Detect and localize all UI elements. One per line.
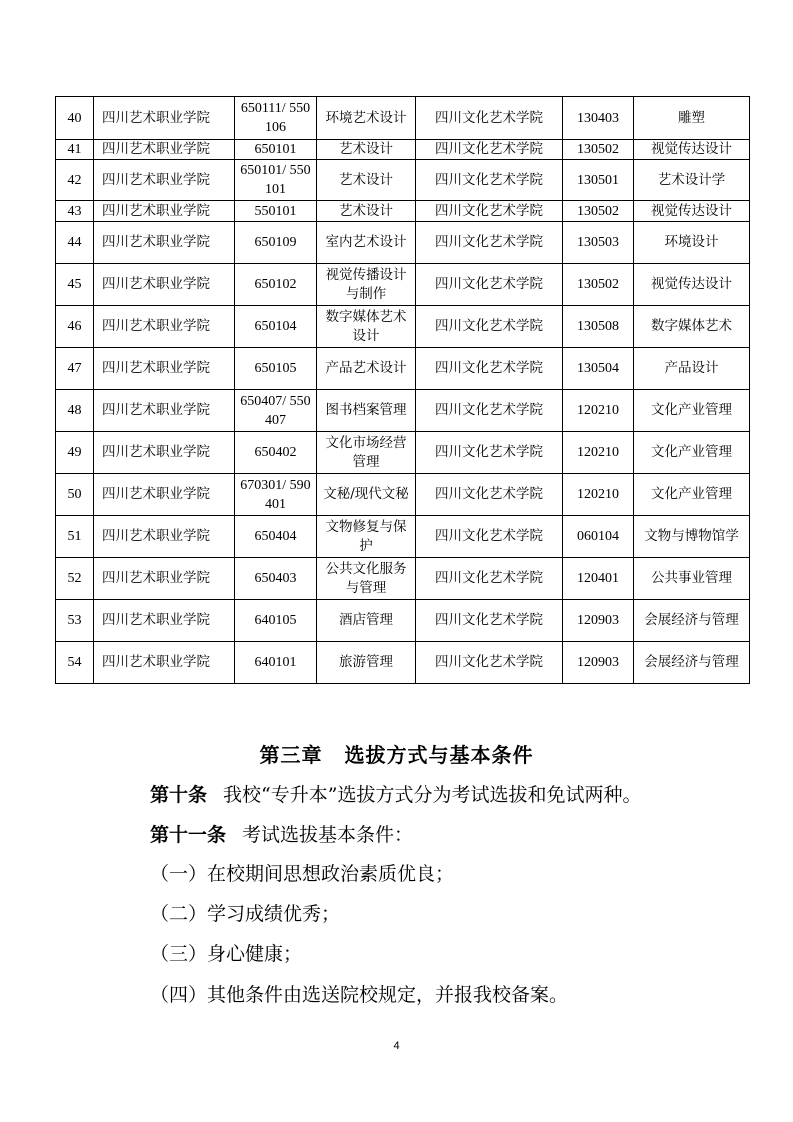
table-row [56,140,750,160]
table-row [56,160,750,201]
cell-source-code: 650402 [235,432,317,474]
cell-target-major: 文化产业管理 [634,474,750,516]
cell-index: 43 [56,201,94,222]
cell-target-major: 数字媒体艺术 [634,306,750,348]
chapter-heading [0,739,793,768]
table-row [56,201,750,222]
cell-source-major: 文物修复与保护 [317,516,416,558]
cell-target-major: 环境设计 [634,222,750,264]
table-row [56,348,750,390]
cell-target-school: 四川文化艺术学院 [416,432,563,474]
cell-target-code: 120903 [563,600,634,642]
chapter-number: 第三章 [259,743,323,767]
condition-item: （二）学习成绩优秀； [150,903,341,925]
cell-target-school: 四川文化艺术学院 [416,306,563,348]
table-row [56,222,750,264]
table-row [56,97,750,140]
cell-source-major: 视觉传播设计与制作 [317,264,416,306]
table-row [56,432,750,474]
cell-target-school: 四川文化艺术学院 [416,201,563,222]
cell-target-school: 四川文化艺术学院 [416,97,563,140]
cell-target-code: 130502 [563,201,634,222]
cell-target-code: 130501 [563,160,634,201]
table-row [56,516,750,558]
cell-source-code: 670301/ 590401 [235,474,317,516]
cell-target-code: 120401 [563,558,634,600]
cell-source-major: 产品艺术设计 [317,348,416,390]
table-body [56,97,750,684]
cell-index: 42 [56,160,94,201]
cell-source-code: 650404 [235,516,317,558]
condition-item: （三）身心健康； [150,943,303,965]
cell-source-school: 四川艺术职业学院 [94,600,235,642]
article-10-label: 第十条 [150,784,208,806]
cell-source-major: 旅游管理 [317,642,416,684]
cell-target-code: 060104 [563,516,634,558]
cell-target-school: 四川文化艺术学院 [416,516,563,558]
major-mapping-table [55,96,750,684]
cell-source-code: 650101 [235,140,317,160]
cell-source-code: 650104 [235,306,317,348]
cell-target-major: 艺术设计学 [634,160,750,201]
cell-index: 51 [56,516,94,558]
cell-source-code: 650111/ 550106 [235,97,317,140]
cell-source-school: 四川艺术职业学院 [94,160,235,201]
cell-source-code: 640101 [235,642,317,684]
cell-target-code: 120210 [563,390,634,432]
cell-target-major: 会展经济与管理 [634,642,750,684]
cell-target-school: 四川文化艺术学院 [416,222,563,264]
table-row [56,264,750,306]
cell-index: 54 [56,642,94,684]
cell-target-major: 文化产业管理 [634,390,750,432]
cell-source-code: 650105 [235,348,317,390]
table-row [56,642,750,684]
cell-source-major: 环境艺术设计 [317,97,416,140]
cell-index: 44 [56,222,94,264]
cell-target-major: 视觉传达设计 [634,264,750,306]
article-10-text: 我校“专升本”选拔方式分为考试选拔和免试两种。 [223,784,642,806]
cell-source-major: 文秘/现代文秘 [317,474,416,516]
cell-target-school: 四川文化艺术学院 [416,390,563,432]
condition-item: （一）在校期间思想政治素质优良； [150,863,455,885]
cell-source-school: 四川艺术职业学院 [94,140,235,160]
cell-index: 49 [56,432,94,474]
cell-target-school: 四川文化艺术学院 [416,600,563,642]
cell-source-major: 数字媒体艺术设计 [317,306,416,348]
cell-source-major: 酒店管理 [317,600,416,642]
cell-target-school: 四川文化艺术学院 [416,642,563,684]
cell-source-code: 650109 [235,222,317,264]
cell-target-major: 产品设计 [634,348,750,390]
cell-source-major: 艺术设计 [317,140,416,160]
cell-source-code: 650403 [235,558,317,600]
table-row [56,558,750,600]
cell-target-school: 四川文化艺术学院 [416,558,563,600]
cell-target-major: 雕塑 [634,97,750,140]
cell-index: 45 [56,264,94,306]
cell-source-school: 四川艺术职业学院 [94,264,235,306]
cell-target-code: 120210 [563,474,634,516]
cell-target-code: 130502 [563,140,634,160]
cell-target-major: 视觉传达设计 [634,140,750,160]
cell-source-major: 图书档案管理 [317,390,416,432]
cell-target-major: 公共事业管理 [634,558,750,600]
cell-target-school: 四川文化艺术学院 [416,140,563,160]
cell-source-school: 四川艺术职业学院 [94,432,235,474]
cell-index: 50 [56,474,94,516]
cell-source-school: 四川艺术职业学院 [94,348,235,390]
cell-target-code: 120210 [563,432,634,474]
cell-index: 46 [56,306,94,348]
cell-source-school: 四川艺术职业学院 [94,558,235,600]
cell-target-major: 会展经济与管理 [634,600,750,642]
cell-source-school: 四川艺术职业学院 [94,97,235,140]
cell-target-school: 四川文化艺术学院 [416,160,563,201]
article-11-label: 第十一条 [150,824,227,846]
chapter-title: 选拔方式与基本条件 [344,743,534,767]
cell-target-code: 130403 [563,97,634,140]
cell-target-school: 四川文化艺术学院 [416,348,563,390]
cell-source-major: 艺术设计 [317,160,416,201]
cell-source-major: 艺术设计 [317,201,416,222]
cell-target-code: 130502 [563,264,634,306]
cell-target-code: 130508 [563,306,634,348]
table-row [56,306,750,348]
cell-index: 41 [56,140,94,160]
cell-target-school: 四川文化艺术学院 [416,264,563,306]
table-row [56,390,750,432]
cell-index: 52 [56,558,94,600]
cell-index: 48 [56,390,94,432]
cell-source-school: 四川艺术职业学院 [94,642,235,684]
cell-target-code: 120903 [563,642,634,684]
cell-source-code: 650101/ 550101 [235,160,317,201]
cell-source-school: 四川艺术职业学院 [94,474,235,516]
cell-source-major: 文化市场经营管理 [317,432,416,474]
cell-source-school: 四川艺术职业学院 [94,390,235,432]
cell-index: 47 [56,348,94,390]
cell-source-school: 四川艺术职业学院 [94,222,235,264]
cell-target-code: 130503 [563,222,634,264]
article-11-text: 考试选拔基本条件： [242,824,414,846]
article-11 [150,822,413,848]
cell-source-code: 550101 [235,201,317,222]
cell-source-school: 四川艺术职业学院 [94,516,235,558]
cell-source-major: 公共文化服务与管理 [317,558,416,600]
condition-item: （四）其他条件由选送院校规定，并报我校备案。 [150,984,569,1006]
cell-index: 53 [56,600,94,642]
cell-source-code: 640105 [235,600,317,642]
cell-source-school: 四川艺术职业学院 [94,201,235,222]
article-10 [150,782,641,808]
cell-target-school: 四川文化艺术学院 [416,474,563,516]
cell-target-code: 130504 [563,348,634,390]
cell-target-major: 文物与博物馆学 [634,516,750,558]
cell-target-major: 文化产业管理 [634,432,750,474]
cell-source-school: 四川艺术职业学院 [94,306,235,348]
cell-source-code: 650102 [235,264,317,306]
cell-index: 40 [56,97,94,140]
cell-source-major: 室内艺术设计 [317,222,416,264]
page-number: 4 [393,1040,400,1052]
table-row [56,600,750,642]
cell-target-major: 视觉传达设计 [634,201,750,222]
table-row [56,474,750,516]
cell-source-code: 650407/ 550407 [235,390,317,432]
